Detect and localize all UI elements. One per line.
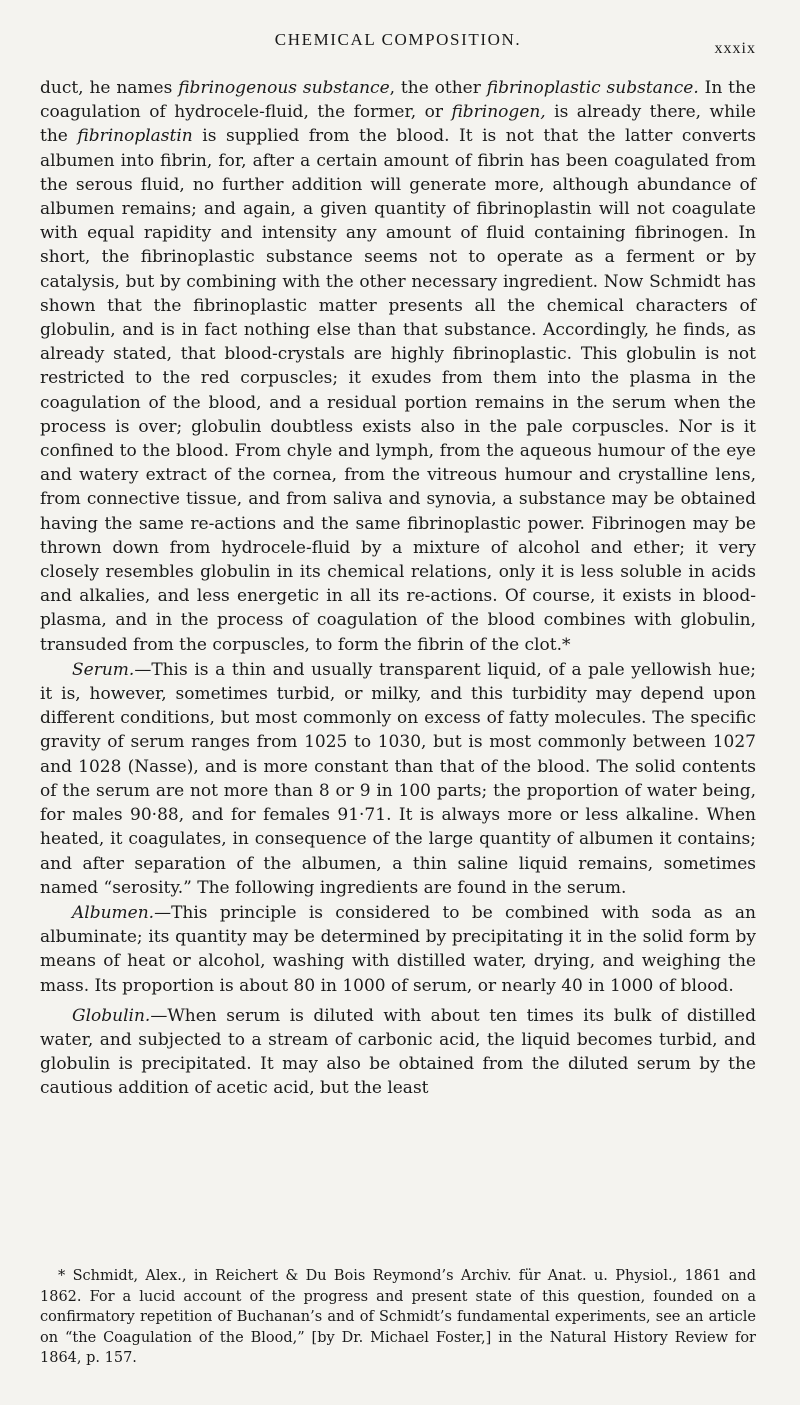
text-segment: is already there, while the <box>40 102 756 147</box>
text-segment: —This principle is considered to be combined with soda as an albuminate; its quantity may be determined by precipitating it in the solid form by means of heat or alcohol, washing with distilled water, drying, and weighing the mass. Its proportion is about 80 in 1000 of serum, or nearly 40 in 1000 of blood. <box>40 902 756 996</box>
footnote: * Schmidt, Alex., in Reichert & Du Bois Reymond’s Archiv. für Anat. u. Physiol., 1861 and 1862. For a lucid account of the progress and present state of this question, founded on a confirmatory repetition of Buchanan’s and of Schmidt’s fundamental experiments, see an article on “the Coagulation of the Blood,” [by Dr. Michael Foster,] in the Natural History Review for 1864, p. 157. <box>40 1268 756 1366</box>
section-heading-globulin: Globulin. <box>72 1005 151 1026</box>
section-heading-serum: Serum. <box>72 659 135 680</box>
paragraph-globulin <box>40 1004 756 1101</box>
paragraph-fibrinogen <box>40 76 756 657</box>
running-title: CHEMICAL COMPOSITION. <box>274 30 522 49</box>
italic-term: fibrinoplastic substance. <box>486 78 699 98</box>
text-segment: In the coagulation of hydrocele-fluid, the former, or <box>40 78 756 123</box>
paragraph-serum <box>40 658 756 900</box>
italic-term: fibrinogenous substance <box>178 78 390 98</box>
text-segment: duct, he names <box>40 78 179 98</box>
text-segment: —When serum is diluted with about ten times its bulk of distilled water, and subjected to a stream of carbonic acid, the liquid becomes turbid, and globulin is precipitated. It may also be obtained from the diluted serum by the cautious addition of acetic acid, but the least <box>40 1005 756 1099</box>
page <box>40 26 756 1101</box>
body-text <box>40 76 756 1101</box>
italic-term: fibrinoplastin <box>77 126 193 147</box>
text-segment: —This is a thin and usually transparent liquid, of a pale yellowish hue; it is, however, sometimes turbid, or milky, and this turbidity may depend upon different conditions, but most commonly on excess of fatty molecules. The specific gravity of serum ranges from 1025 to 1030, but is most commonly between 1027 and 1028 (Nasse), and is more constant than that of the blood. The solid contents of the serum are not more than 8 or 9 in 100 parts; the proportion of water being, for males 90·88, and for females 91·71. It is always more or less alkaline. When heated, it coagulates, in consequence of the large quantity of albumen it contains; and after separation of the albumen, a thin saline liquid remains, sometimes named “serosity.” The following ingredients are found in the serum. <box>40 659 756 898</box>
page-header <box>40 26 756 76</box>
section-heading-albumen: Albumen. <box>72 902 155 923</box>
page-number: xxxix <box>714 40 756 57</box>
text-segment: , the other <box>389 78 487 98</box>
paragraph-albumen <box>40 901 756 998</box>
footnotes <box>40 1266 756 1369</box>
italic-term: fibrinogen, <box>451 102 546 123</box>
text-segment: is supplied from the blood. It is not that the latter converts albumen into fibrin, for, after a certain amount of fibrin has been coagulated from the serous fluid, no further addition will generate more, although abundance of albumen remains; and again, a given quantity of fibrinoplastin will not coagulate with equal rapidity and intensity any amount of fluid containing fibrinogen. In short, the fibrinoplastic substance seems not to operate as a ferment or by catalysis, but by combining with the other necessary ingredient. Now Schmidt has shown that the fibrinoplastic matter presents all the chemical characters of globulin, and is in fact nothing else than that substance. Accordingly, he finds, as already stated, that blood-crystals are highly fibrinoplastic. This globulin is not restricted to the red corpuscles; it exudes from them into the plasma in the coagulation of the blood, and a residual portion remains in the serum when the process is over; globulin doubtless exists also in the pale corpuscles. Nor is it confined to the blood. From chyle and lymph, from the aqueous humour of the eye and watery extract of the cornea, from the vitreous humour and crystalline lens, from connective tissue, and from saliva and synovia, a substance may be obtained having the same re-actions and the same fibrinoplastic power. Fibrinogen may be thrown down from hydrocele-fluid by a mixture of alcohol and ether; it very closely resembles globulin in its chemical relations, only it is less soluble in acids and alkalies, and less energetic in all its re-actions. Of course, it exists in blood-plasma, and in the process of coagulation of the blood combines with globulin, transuded from the corpuscles, to form the fibrin of the clot.* <box>40 126 756 655</box>
